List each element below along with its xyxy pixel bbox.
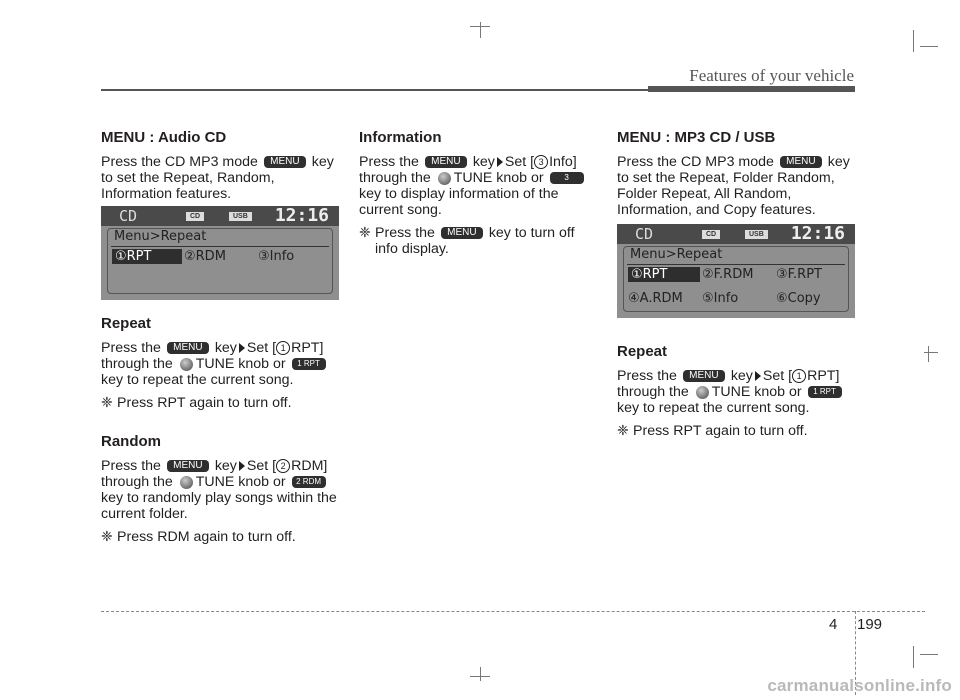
lcd-breadcrumb: Menu>Repeat bbox=[114, 229, 207, 244]
paragraph-mp3-usb: Press the CD MP3 mode MENU key to set the Repeat, Folder Random, Folder Repeat, All Random, Information, and Copy features. bbox=[617, 154, 850, 218]
lcd-clock: 12:16 bbox=[274, 206, 329, 226]
arrow-right-icon bbox=[755, 371, 761, 381]
lcd-screen-audio-cd bbox=[101, 206, 339, 300]
arrow-right-icon bbox=[497, 157, 503, 167]
note-information: ❈ Press the MENU key to turn off info display. bbox=[359, 225, 575, 257]
lcd-option-frdm: ②F.RDM bbox=[702, 267, 754, 282]
column-audio-cd bbox=[101, 129, 341, 202]
menu-key-icon: MENU bbox=[425, 156, 467, 168]
crop-mark-bottom-h bbox=[470, 676, 490, 677]
circled-number-icon: 2 bbox=[276, 459, 290, 473]
heading-random: Random bbox=[101, 433, 161, 450]
lcd-source: CD bbox=[119, 207, 138, 225]
menu-key-icon: MENU bbox=[683, 370, 725, 382]
lcd-option-rdm: ②RDM bbox=[184, 249, 226, 264]
circled-number-icon: 1 bbox=[276, 341, 290, 355]
crop-mark-right bbox=[928, 346, 929, 362]
menu-key-icon: MENU bbox=[167, 460, 209, 472]
menu-key-icon: MENU bbox=[780, 156, 822, 168]
page-number: 199 bbox=[857, 616, 883, 633]
lcd-option-rpt: ①RPT bbox=[112, 249, 182, 264]
crop-mark-right-h bbox=[924, 352, 938, 353]
rpt-key-icon: 1 RPT bbox=[292, 358, 326, 370]
paragraph-audio-cd: Press the CD MP3 mode MENU key to set the Repeat, Random, Information features. bbox=[101, 154, 334, 202]
lcd-option-ardm: ④A.RDM bbox=[628, 291, 683, 306]
menu-key-icon: MENU bbox=[167, 342, 209, 354]
lcd-menu-panel bbox=[107, 228, 333, 294]
lcd-usb-tag: USB bbox=[229, 212, 252, 221]
menu-key-icon: MENU bbox=[441, 227, 483, 239]
paragraph-repeat-mp3: Press the MENU key Set [ 1 RPT] through the TUNE knob or 1 RPT key to repeat the current song. bbox=[617, 368, 857, 416]
lcd-option-rpt: ①RPT bbox=[628, 267, 700, 282]
crop-mark-bottom bbox=[480, 667, 481, 681]
column-audio-cd-lower bbox=[101, 315, 341, 545]
tune-knob-icon bbox=[696, 386, 709, 399]
paragraph-repeat: Press the MENU key Set [ 1 RPT] through the TUNE knob or 1 RPT key to repeat the current song. bbox=[101, 340, 341, 388]
heading-mp3-usb: MENU : MP3 CD / USB bbox=[617, 129, 776, 146]
note-repeat-mp3: ❈ Press RPT again to turn off. bbox=[617, 423, 808, 439]
paragraph-information: Press the MENU key Set [ 3 Info] through the TUNE knob or 3 key to display information of the current song. bbox=[359, 154, 599, 218]
lcd-option-copy: ⑥Copy bbox=[776, 291, 821, 306]
crop-mark-top-right-h bbox=[920, 46, 938, 47]
column-mp3-usb bbox=[617, 129, 857, 218]
note-repeat: ❈ Press RPT again to turn off. bbox=[101, 395, 292, 411]
lcd-clock: 12:16 bbox=[790, 224, 845, 244]
menu-key-icon: MENU bbox=[264, 156, 306, 168]
lcd-source: CD bbox=[635, 225, 654, 243]
running-header: Features of your vehicle bbox=[689, 66, 854, 85]
lcd-screen-mp3-usb bbox=[617, 224, 855, 318]
lcd-menu-panel bbox=[623, 246, 849, 312]
column-mp3-usb-lower bbox=[617, 343, 857, 439]
watermark: carmanualsonline.info bbox=[767, 676, 952, 695]
lcd-cd-tag: CD bbox=[186, 212, 204, 221]
lcd-usb-tag: USB bbox=[745, 230, 768, 239]
note-random: ❈ Press RDM again to turn off. bbox=[101, 529, 296, 545]
crop-mark-bottom-right-h bbox=[920, 654, 938, 655]
paragraph-random: Press the MENU key Set [ 2 RDM] through the TUNE knob or 2 RDM key to randomly play songs within the current folder. bbox=[101, 458, 337, 522]
circled-number-icon: 3 bbox=[534, 155, 548, 169]
crop-mark-top bbox=[480, 22, 481, 38]
rpt-key-icon: 1 RPT bbox=[808, 386, 842, 398]
heading-repeat-mp3: Repeat bbox=[617, 343, 668, 360]
lcd-option-frpt: ③F.RPT bbox=[776, 267, 822, 282]
lcd-option-info: ⑤Info bbox=[702, 291, 739, 306]
header-bar bbox=[648, 86, 855, 92]
arrow-right-icon bbox=[239, 461, 245, 471]
tune-knob-icon bbox=[180, 358, 193, 371]
chapter-number: 4 bbox=[829, 616, 838, 633]
heading-repeat: Repeat bbox=[101, 315, 152, 332]
crop-mark-top-right bbox=[913, 30, 914, 52]
heading-audio-cd: MENU : Audio CD bbox=[101, 129, 227, 146]
footer-dashed-rule bbox=[101, 611, 925, 612]
crop-mark-bottom-right bbox=[913, 646, 914, 668]
rdm-key-icon: 2 RDM bbox=[292, 476, 326, 488]
tune-knob-icon bbox=[180, 476, 193, 489]
crop-mark-top-h bbox=[470, 26, 490, 27]
column-information bbox=[359, 129, 599, 257]
key-3-icon: 3 bbox=[550, 172, 584, 184]
circled-number-icon: 1 bbox=[792, 369, 806, 383]
lcd-cd-tag: CD bbox=[702, 230, 720, 239]
tune-knob-icon bbox=[438, 172, 451, 185]
arrow-right-icon bbox=[239, 343, 245, 353]
lcd-option-info: ③Info bbox=[258, 249, 295, 264]
heading-information: Information bbox=[359, 129, 442, 146]
lcd-breadcrumb: Menu>Repeat bbox=[630, 247, 723, 262]
